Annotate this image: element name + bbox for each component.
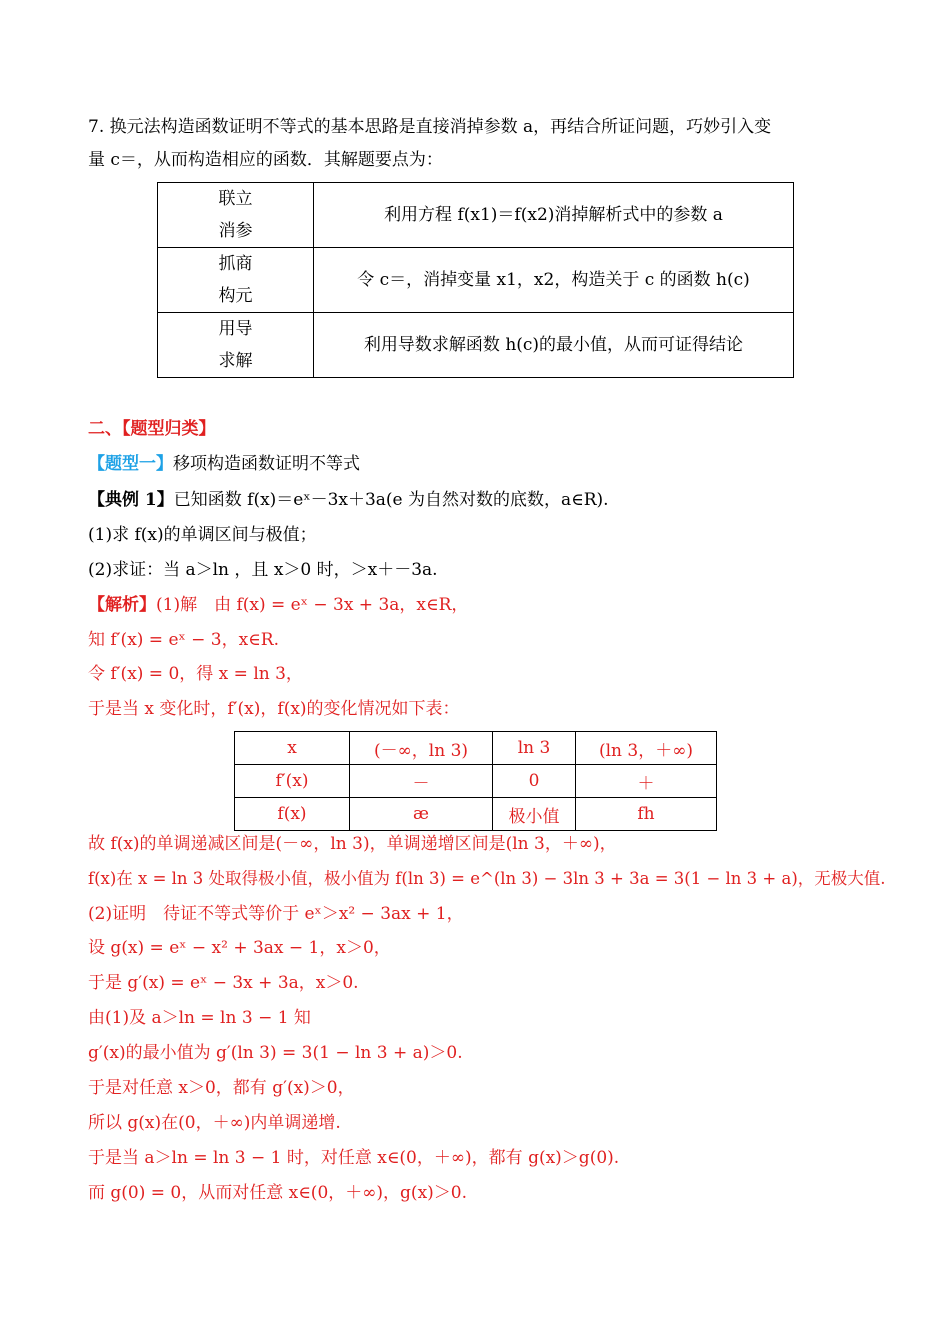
table-cell: 0 [493,765,576,798]
table-cell: ＋ [576,765,717,798]
table-row [235,798,717,831]
solution-line-13: 所以 g(x)在(0，＋∞)内单调递增. [88,1113,341,1133]
table-row [158,248,794,313]
solution-line-6: f(x)在 x = ln 3 处取得极小值，极小值为 f(ln 3) = e^(ln 3) − 3ln 3 + 3a = 3(1 − ln 3 + a)，无极大值. [88,869,886,888]
table-cell: fh [576,798,717,831]
table-row [158,313,794,378]
table-cell: (－∞，ln 3) [350,732,493,765]
solution-tag: 【解析】 [88,595,156,615]
step-key: 抓商 构元 [158,248,314,313]
table-cell: x [235,732,350,765]
question-2: (2)求证：当 a＞ln ，且 x＞0 时，＞x＋－3a. [88,560,438,580]
table-row [158,183,794,248]
solution-line-3: 令 f′(x) = 0，得 x = ln 3， [88,664,303,684]
table-cell: － [350,765,493,798]
solution-line-7: (2)证明 待证不等式等价于 eˣ＞x² − 3ax + 1， [88,904,464,924]
table-row [235,765,717,798]
solution-line-12: 于是对任意 x＞0，都有 g′(x)＞0， [88,1078,355,1098]
section-title: 二、【题型归类】 [88,419,216,439]
steps-table [157,182,794,378]
question-1: (1)求 f(x)的单调区间与极值； [88,525,317,545]
variation-table [234,731,717,831]
table-cell: ln 3 [493,732,576,765]
example-text: 已知函数 f(x)＝eˣ－3x＋3a(e 为自然对数的底数，a∈R). [173,490,609,510]
solution-line-8: 设 g(x) = eˣ − x² + 3ax − 1，x＞0， [88,938,391,958]
table-cell: f(x) [235,798,350,831]
solution-line-14: 于是当 a＞ln = ln 3 − 1 时，对任意 x∈(0，＋∞)，都有 g(x)＞g(0). [88,1148,620,1168]
table-cell: 极小值 [493,798,576,831]
example-heading [88,488,609,512]
solution-line-5: 故 f(x)的单调递减区间是(－∞，ln 3)，单调递增区间是(ln 3，＋∞)， [88,834,617,854]
solution-line-10: 由(1)及 a＞ln = ln 3 − 1 知 [88,1008,311,1028]
step-value: 利用导数求解函数 h(c)的最小值，从而可证得结论 [314,313,794,378]
solution-line-4: 于是当 x 变化时，f′(x)，f(x)的变化情况如下表： [88,699,460,719]
solution-line-15: 而 g(0) = 0，从而对任意 x∈(0，＋∞)，g(x)＞0. [88,1183,468,1203]
step-key: 用导 求解 [158,313,314,378]
type1-text: 移项构造函数证明不等式 [173,454,360,474]
solution-line-2: 知 f′(x) = eˣ − 3，x∈R. [88,630,279,650]
solution-line-11: g′(x)的最小值为 g′(ln 3) = 3(1 − ln 3 + a)＞0. [88,1043,463,1063]
example-tag: 【典例 1】 [88,490,174,510]
solution-line-1: 【解析】(1)解 由 f(x) = eˣ − 3x + 3a，x∈R， [88,595,469,615]
type1-tag: 【题型一】 [88,454,173,474]
table-row [235,732,717,765]
intro-line-2: 量 c＝，从而构造相应的函数．其解题要点为： [88,150,443,170]
intro-line-1: 7. 换元法构造函数证明不等式的基本思路是直接消掉参数 a，再结合所证问题，巧妙引入变 [88,117,772,137]
table-cell: (ln 3，＋∞) [576,732,717,765]
type1-heading [88,452,360,476]
table-cell: f′(x) [235,765,350,798]
step-key: 联立 消参 [158,183,314,248]
table-cell: æ [350,798,493,831]
solution-line-9: 于是 g′(x) = eˣ − 3x + 3a，x＞0. [88,973,359,993]
step-value: 令 c＝，消掉变量 x1，x2，构造关于 c 的函数 h(c) [314,248,794,313]
step-value: 利用方程 f(x1)＝f(x2)消掉解析式中的参数 a [314,183,794,248]
